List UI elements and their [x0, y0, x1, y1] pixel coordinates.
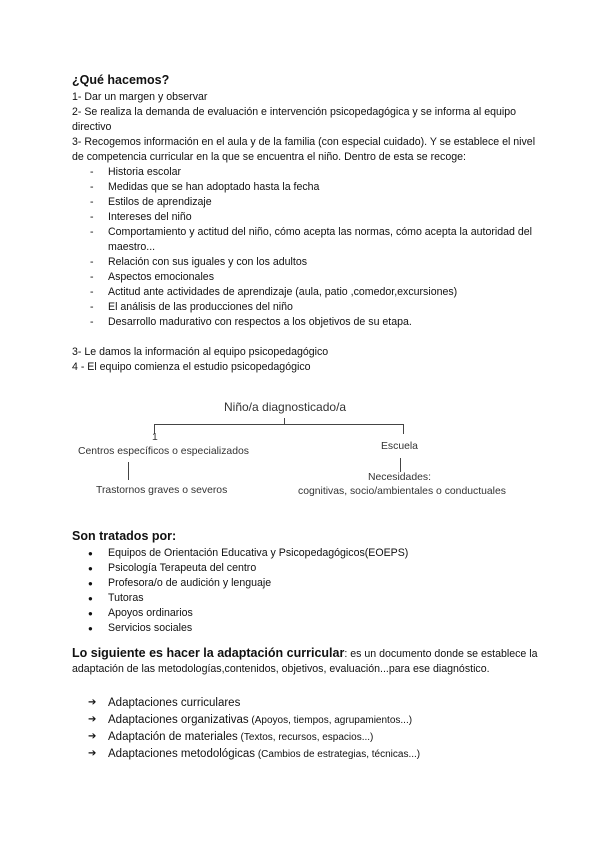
- section-title-what-we-do: ¿Qué hacemos?: [72, 73, 170, 87]
- treated-by-section: [72, 528, 542, 636]
- curricular-adaptation-section: [72, 646, 542, 763]
- adaptation-main: Adaptaciones organizativas: [108, 714, 249, 726]
- list-item: - Comportamiento y actitud del niño, cómo acepta las normas, cómo acepta la autoridad del maestro...: [90, 225, 542, 255]
- list-item: ● Profesora/o de audición y lenguaje: [88, 576, 542, 591]
- step-2: 2- Se realiza la demanda de evaluación e intervención psicopedagógica y se informa al equipo directivo: [72, 106, 517, 133]
- steps-list: [72, 90, 542, 165]
- list-item: - Actitud ante actividades de aprendizaje (aula, patio ,comedor,excursiones): [90, 285, 542, 300]
- list-item: - El análisis de las producciones del niño: [90, 300, 542, 315]
- adaptations-list: [72, 695, 542, 763]
- diagram-marker: 1: [152, 432, 158, 443]
- diagram-connector: [128, 462, 129, 480]
- list-item: - Estilos de aprendizaje: [90, 195, 542, 210]
- diagram-right-child-detail: cognitivas, socio/ambientales o conductuales: [298, 486, 506, 497]
- list-item: [88, 729, 542, 746]
- step-3b: 3- Le damos la información al equipo psicopedagógico: [72, 346, 329, 358]
- list-item: - Medidas que se han adoptado hasta la fecha: [90, 180, 542, 195]
- diagram-connector: [154, 424, 404, 425]
- list-item: ● Equipos de Orientación Educativa y Psicopedagógicos(EOEPS): [88, 546, 542, 561]
- list-item: - Relación con sus iguales y con los adultos: [90, 255, 542, 270]
- section-title-treated-by: Son tratados por:: [72, 529, 177, 543]
- adaptation-lead-bold: Lo siguiente es hacer la adaptación curricular: [72, 646, 345, 660]
- diagram-right-child-title: Necesidades:: [368, 472, 431, 483]
- treated-by-list: [72, 546, 542, 636]
- adaptation-lead: [72, 646, 542, 677]
- adaptation-detail: (Apoyos, tiempos, agrupamientos...): [248, 715, 413, 726]
- list-item: ● Servicios sociales: [88, 621, 542, 636]
- adaptation-main: Adaptaciones metodológicas: [108, 748, 256, 760]
- what-we-do-section: [72, 72, 542, 375]
- step-3: 3- Recogemos información en el aula y de la familia (con especial cuidado). Y se establece el nivel de competencia curricular en la que se encuentra el niño. Dentro de esta se recoge:: [72, 136, 536, 163]
- list-item: - Intereses del niño: [90, 210, 542, 225]
- diagram-connector: [403, 424, 404, 434]
- list-item: - Historia escolar: [90, 165, 542, 180]
- adaptation-main: Adaptación de materiales: [108, 731, 238, 743]
- adaptation-detail: (Cambios de estrategias, técnicas...): [255, 749, 421, 760]
- adaptation-main: Adaptaciones curriculares: [108, 697, 241, 709]
- adaptation-detail: (Textos, recursos, espacios...): [237, 732, 374, 743]
- diagram-root: Niño/a diagnosticado/a: [224, 400, 347, 414]
- list-item: - Desarrollo madurativo con respectos a los objetivos de su etapa.: [90, 315, 542, 330]
- list-item: ● Apoyos ordinarios: [88, 606, 542, 621]
- diagram-right-node: Escuela: [381, 441, 418, 452]
- list-item: [88, 746, 542, 763]
- diagram-left-child: Trastornos graves o severos: [96, 485, 228, 496]
- list-item: ● Psicología Terapeuta del centro: [88, 561, 542, 576]
- step-1: 1- Dar un margen y observar: [72, 91, 208, 103]
- list-item: [88, 695, 542, 712]
- adaptation-lead-text: : es un documento donde se establece la adaptación de las metodologías,contenidos, objetivos, evaluación...para ese diagnóstico.: [72, 648, 538, 675]
- diagram-connector: [284, 418, 285, 424]
- list-item: ● Tutoras: [88, 591, 542, 606]
- step-4: 4 - El equipo comienza el estudio psicopedagógico: [72, 361, 311, 373]
- diagram-left-node: Centros específicos o especializados: [78, 446, 249, 457]
- collected-info-list: [72, 165, 542, 330]
- list-item: - Aspectos emocionales: [90, 270, 542, 285]
- diagnosis-tree-diagram: [72, 398, 542, 508]
- list-item: [88, 712, 542, 729]
